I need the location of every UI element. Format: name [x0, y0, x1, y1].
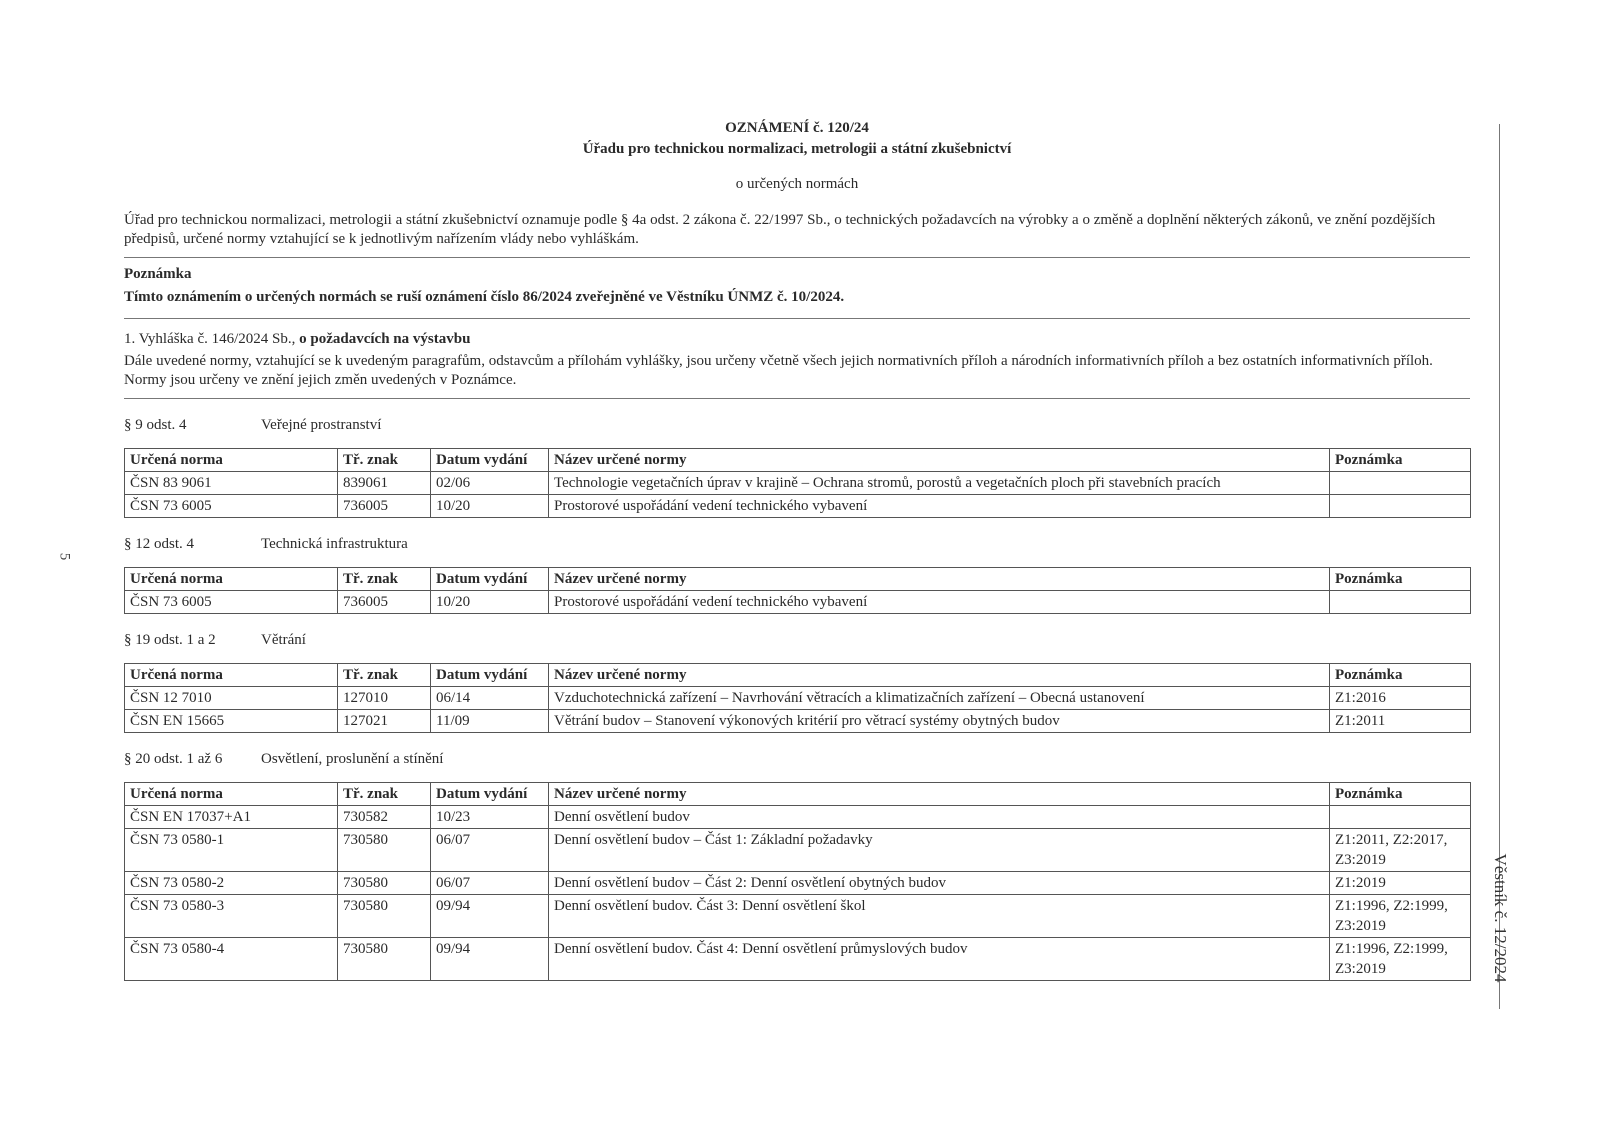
section-heading [124, 632, 1470, 649]
cell-class: 839061 [338, 472, 431, 495]
table-header-row [125, 783, 1471, 806]
column-header-norm: Určená norma [125, 449, 338, 472]
cell-remark: Z1:1996, Z2:1999, Z3:2019 [1330, 895, 1471, 938]
note-text: Tímto oznámením o určených normách se ruší oznámení číslo 86/2024 zveřejněné ve Věstníku ÚNMZ č. 10/2024. [124, 289, 845, 305]
column-header-name: Název určené normy [549, 664, 1330, 687]
section-title: Osvětlení, proslunění a stínění [261, 751, 444, 767]
cell-name: Denní osvětlení budov – Část 2: Denní osvětlení obytných budov [549, 872, 1330, 895]
column-header-norm: Určená norma [125, 664, 338, 687]
section-code: § 19 odst. 1 a 2 [124, 632, 216, 648]
running-head: Věstník č. 12/2024 [1491, 853, 1510, 983]
cell-name: Denní osvětlení budov. Část 4: Denní osvětlení průmyslových budov [549, 938, 1330, 981]
norms-table [124, 663, 1471, 733]
section-heading [124, 751, 1470, 768]
cell-remark: Z1:1996, Z2:1999, Z3:2019 [1330, 938, 1471, 981]
cell-norm: ČSN 73 0580-3 [125, 895, 338, 938]
announcement-number: OZNÁMENÍ č. 120/24 [725, 120, 869, 136]
cell-class: 127021 [338, 710, 431, 733]
norms-table [124, 567, 1471, 614]
table-row [125, 806, 1471, 829]
section-title: Technická infrastruktura [261, 536, 408, 552]
sections-container [124, 417, 1470, 981]
divider [124, 257, 1470, 258]
section-heading [124, 417, 1470, 434]
cell-remark [1330, 495, 1471, 518]
table-row [125, 495, 1471, 518]
cell-class: 730580 [338, 872, 431, 895]
cell-class: 127010 [338, 687, 431, 710]
column-header-class: Tř. znak [338, 568, 431, 591]
cell-name: Technologie vegetačních úprav v krajině – Ochrana stromů, porostů a vegetačních ploch při stavebních pracích [549, 472, 1330, 495]
column-header-name: Název určené normy [549, 783, 1330, 806]
column-header-date: Datum vydání [431, 449, 549, 472]
cell-name: Větrání budov – Stanovení výkonových kritérií pro větrací systémy obytných budov [549, 710, 1330, 733]
table-row [125, 938, 1471, 981]
cell-norm: ČSN 83 9061 [125, 472, 338, 495]
cell-name: Denní osvětlení budov [549, 806, 1330, 829]
table-header-row [125, 568, 1471, 591]
cell-date: 10/23 [431, 806, 549, 829]
cell-date: 11/09 [431, 710, 549, 733]
cell-norm: ČSN EN 15665 [125, 710, 338, 733]
cell-norm: ČSN 73 0580-4 [125, 938, 338, 981]
column-header-class: Tř. znak [338, 783, 431, 806]
cell-norm: ČSN 73 0580-2 [125, 872, 338, 895]
section-code: § 12 odst. 4 [124, 536, 195, 552]
cell-date: 02/06 [431, 472, 549, 495]
cell-remark [1330, 806, 1471, 829]
cell-name: Vzduchotechnická zařízení – Navrhování větracích a klimatizačních zařízení – Obecná ustanovení [549, 687, 1330, 710]
document-body [124, 120, 1470, 981]
office-name: Úřadu pro technickou normalizaci, metrologii a státní zkušebnictví [582, 141, 1012, 157]
note-heading: Poznámka [124, 266, 192, 282]
cell-remark: Z1:2011, Z2:2017, Z3:2019 [1330, 829, 1471, 872]
cell-norm: ČSN 73 0580-1 [125, 829, 338, 872]
column-header-norm: Určená norma [125, 783, 338, 806]
cell-date: 06/14 [431, 687, 549, 710]
divider [124, 318, 1470, 319]
cell-name: Denní osvětlení budov – Část 1: Základní požadavky [549, 829, 1330, 872]
decree-heading [124, 331, 1470, 348]
cell-class: 730580 [338, 938, 431, 981]
column-header-date: Datum vydání [431, 568, 549, 591]
cell-norm: ČSN 12 7010 [125, 687, 338, 710]
column-header-class: Tř. znak [338, 664, 431, 687]
table-header-row [125, 449, 1471, 472]
cell-date: 06/07 [431, 829, 549, 872]
section-title: Veřejné prostranství [261, 417, 382, 433]
section-heading [124, 536, 1470, 553]
cell-remark [1330, 472, 1471, 495]
column-header-date: Datum vydání [431, 783, 549, 806]
column-header-name: Název určené normy [549, 449, 1330, 472]
norms-table [124, 782, 1471, 981]
table-row [125, 687, 1471, 710]
section-code: § 20 odst. 1 až 6 [124, 751, 223, 767]
cell-norm: ČSN 73 6005 [125, 591, 338, 614]
table-row [125, 710, 1471, 733]
page-number: 5 [56, 552, 73, 561]
cell-class: 730582 [338, 806, 431, 829]
column-header-date: Datum vydání [431, 664, 549, 687]
cell-norm: ČSN 73 6005 [125, 495, 338, 518]
cell-date: 09/94 [431, 895, 549, 938]
announcement-subject: o určených normách [735, 176, 859, 192]
column-header-remark: Poznámka [1330, 664, 1471, 687]
cell-name: Prostorové uspořádání vedení technického vybavení [549, 495, 1330, 518]
column-header-remark: Poznámka [1330, 568, 1471, 591]
cell-class: 736005 [338, 495, 431, 518]
table-header-row [125, 664, 1471, 687]
cell-date: 06/07 [431, 872, 549, 895]
table-row [125, 829, 1471, 872]
cell-remark [1330, 591, 1471, 614]
table-row [125, 895, 1471, 938]
cell-class: 736005 [338, 591, 431, 614]
cell-name: Denní osvětlení budov. Část 3: Denní osvětlení škol [549, 895, 1330, 938]
column-header-norm: Určená norma [125, 568, 338, 591]
intro-paragraph: Úřad pro technickou normalizaci, metrologii a státní zkušebnictví oznamuje podle § 4a odst. 2 zákona č. 22/1997 Sb., o technických požadavcích na výrobky a o změně a doplnění některých zákonů, ve znění pozdějších předpisů, určené normy vztahující se k jednotlivým nařízením vlády nebo vyhláškám. [124, 212, 1436, 247]
column-header-remark: Poznámka [1330, 449, 1471, 472]
column-header-class: Tř. znak [338, 449, 431, 472]
table-row [125, 472, 1471, 495]
divider [124, 398, 1470, 399]
cell-class: 730580 [338, 829, 431, 872]
column-header-name: Název určené normy [549, 568, 1330, 591]
cell-remark: Z1:2019 [1330, 872, 1471, 895]
cell-remark: Z1:2016 [1330, 687, 1471, 710]
norms-table [124, 448, 1471, 518]
table-row [125, 591, 1471, 614]
section-title: Větrání [261, 632, 306, 648]
table-row [125, 872, 1471, 895]
cell-date: 10/20 [431, 495, 549, 518]
cell-name: Prostorové uspořádání vedení technického vybavení [549, 591, 1330, 614]
section-code: § 9 odst. 4 [124, 417, 187, 433]
column-header-remark: Poznámka [1330, 783, 1471, 806]
cell-class: 730580 [338, 895, 431, 938]
cell-date: 09/94 [431, 938, 549, 981]
decree-prefix: 1. Vyhláška č. 146/2024 Sb., [124, 331, 300, 347]
decree-description: Dále uvedené normy, vztahující se k uvedeným paragrafům, odstavcům a přílohám vyhlášky, jsou určeny včetně všech jejich normativních příloh a národních informativních příloh a bez ostatních informativních příloh. Normy jsou určeny ve znění jejich změn uvedených v Poznámce. [124, 353, 1433, 388]
decree-title: o požadavcích na výstavbu [299, 331, 471, 347]
cell-norm: ČSN EN 17037+A1 [125, 806, 338, 829]
cell-date: 10/20 [431, 591, 549, 614]
cell-remark: Z1:2011 [1330, 710, 1471, 733]
